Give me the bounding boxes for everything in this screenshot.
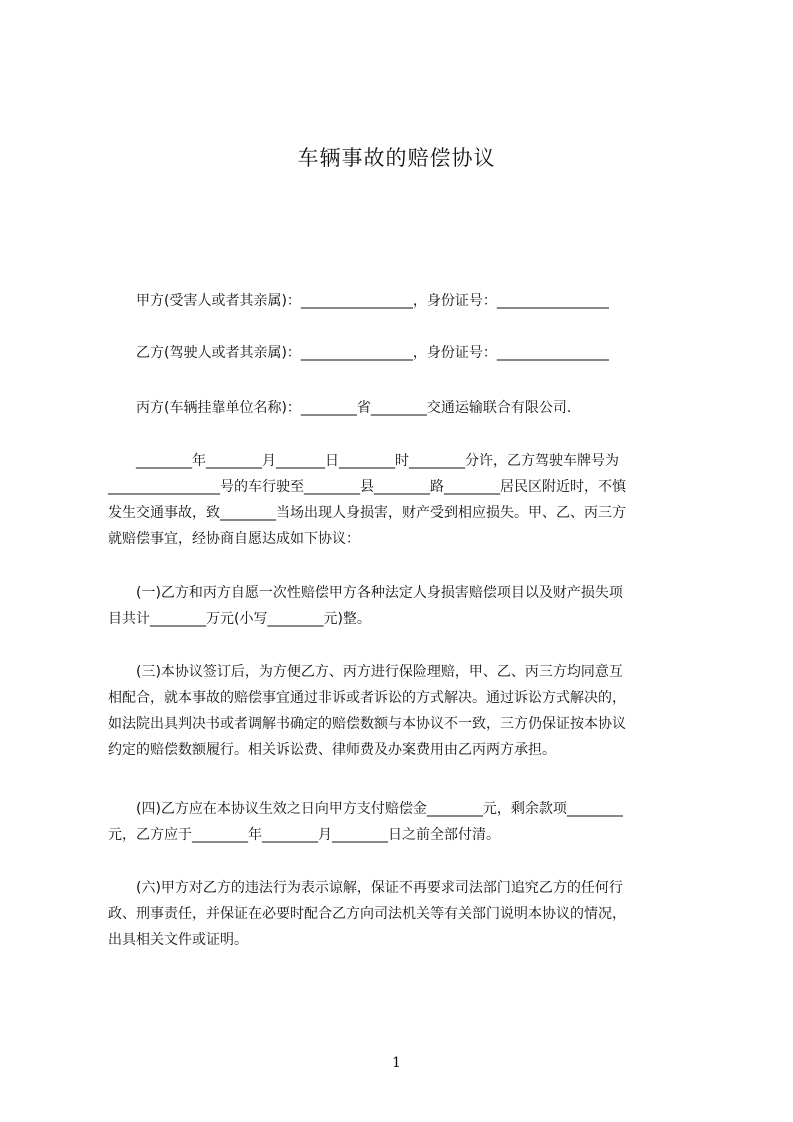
party-c-line: 丙方(车辆挂靠单位名称)：________省________交通运输联合有限公司. xyxy=(136,400,572,416)
party-b-line: 乙方(驾驶人或者其亲属)：________________，身份证号：________________ xyxy=(136,345,609,361)
clause-1-line-1: (一)乙方和丙方自愿一次性赔偿甲方各种法定人身损害赔偿项目以及财产损失项 xyxy=(136,585,623,601)
incident-line-2: ________________号的车行驶至________县________路________居民区附近时，不慎 xyxy=(108,479,626,495)
clause-3-line-1: (三)本协议签订后，为方便乙方、丙方进行保险理赔，甲、乙、丙三方均同意互 xyxy=(136,664,623,680)
page-number: 1 xyxy=(392,1055,401,1071)
clause-1-line-2: 目共计________万元(小写________元)整。 xyxy=(108,611,371,627)
clause-4-line-1: (四)乙方应在本协议生效之日向甲方支付赔偿金________元，剩余款项________ xyxy=(136,801,623,817)
party-a-line: 甲方(受害人或者其亲属)：________________，身份证号：________________ xyxy=(136,293,609,309)
clause-6-line-1: (六)甲方对乙方的违法行为表示谅解，保证不再要求司法部门追究乙方的任何行 xyxy=(136,880,623,896)
incident-line-4: 就赔偿事宜，经协商自愿达成如下协议： xyxy=(108,531,360,547)
document-title: 车辆事故的赔偿协议 xyxy=(297,146,496,170)
clause-4-line-2: 元，乙方应于________年________月________日之前全部付清。 xyxy=(108,827,500,843)
clause-3-line-4: 约定的赔偿数额履行。相关诉讼费、律师费及办案费用由乙丙两方承担。 xyxy=(108,742,556,758)
incident-line-3: 发生交通事故，致________当场出现人身损害，财产受到相应损失。甲、乙、丙三方 xyxy=(108,505,626,521)
clause-3-line-2: 相配合，就本事故的赔偿事宜通过非诉或者诉讼的方式解决。通过诉讼方式解决的， xyxy=(108,690,626,706)
clause-6-line-2: 政、刑事责任，并保证在必要时配合乙方向司法机关等有关部门说明本协议的情况， xyxy=(108,906,626,922)
clause-3-line-3: 如法院出具判决书或者调解书确定的赔偿数额与本协议不一致，三方仍保证按本协议 xyxy=(108,716,626,732)
clause-6-line-3: 出具相关文件或证明。 xyxy=(108,932,248,948)
incident-line-1: ________年________月_______日________时________分许，乙方驾驶车牌号为 xyxy=(136,453,619,469)
